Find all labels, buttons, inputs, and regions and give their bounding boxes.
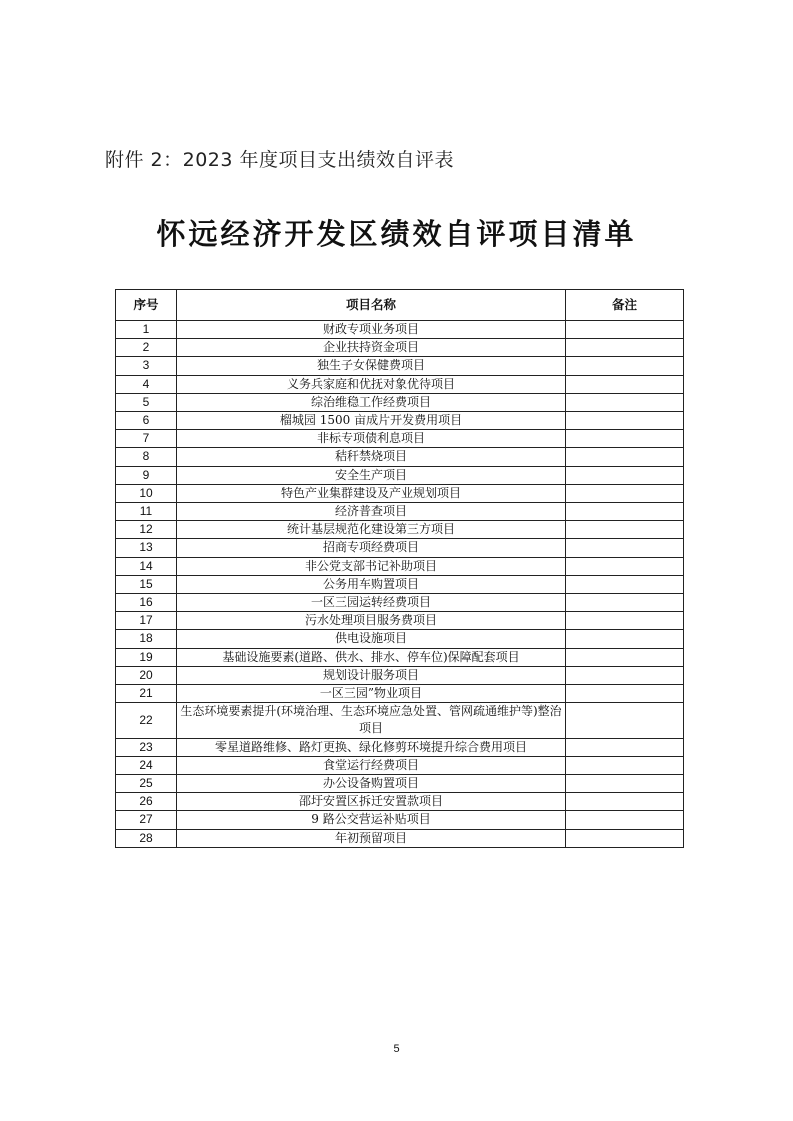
table-row — [116, 521, 684, 539]
table-row — [116, 685, 684, 703]
row-remark-cell — [566, 393, 684, 411]
row-name-cell: 规划设计服务项目 — [177, 666, 566, 684]
table-row — [116, 339, 684, 357]
table-header-row — [116, 290, 684, 321]
row-remark-cell — [566, 503, 684, 521]
row-name-cell: 安全生产项目 — [177, 466, 566, 484]
row-name-cell: 一区三园”物业项目 — [177, 685, 566, 703]
row-remark-cell — [566, 466, 684, 484]
row-remark-cell — [566, 738, 684, 756]
page-number: 5 — [393, 1043, 400, 1055]
row-remark-cell — [566, 612, 684, 630]
row-name-cell: 非标专项债利息项目 — [177, 430, 566, 448]
row-remark-cell — [566, 430, 684, 448]
header-remark: 备注 — [566, 290, 684, 321]
row-index-cell: 28 — [116, 829, 177, 847]
row-index-cell: 21 — [116, 685, 177, 703]
row-name-cell: 办公设备购置项目 — [177, 775, 566, 793]
row-remark-cell — [566, 321, 684, 339]
row-index-cell: 5 — [116, 393, 177, 411]
row-name-cell: 生态环境要素提升(环境治理、生态环境应急处置、管网疏通维护等)整治项目 — [177, 703, 566, 738]
row-index-cell: 13 — [116, 539, 177, 557]
row-name-cell: 食堂运行经费项目 — [177, 756, 566, 774]
row-index-cell: 2 — [116, 339, 177, 357]
table-row — [116, 793, 684, 811]
table-body — [116, 321, 684, 848]
row-remark-cell — [566, 339, 684, 357]
row-remark-cell — [566, 685, 684, 703]
row-name-cell: 招商专项经费项目 — [177, 539, 566, 557]
row-index-cell: 27 — [116, 811, 177, 829]
row-name-cell: 非公党支部书记补助项目 — [177, 557, 566, 575]
row-name-cell: 特色产业集群建设及产业规划项目 — [177, 484, 566, 502]
row-name-cell: 秸秆禁烧项目 — [177, 448, 566, 466]
row-name-cell: 公务用车购置项目 — [177, 575, 566, 593]
header-index: 序号 — [116, 290, 177, 321]
row-remark-cell — [566, 648, 684, 666]
table-row — [116, 756, 684, 774]
row-remark-cell — [566, 375, 684, 393]
row-name-cell: 基础设施要素(道路、供水、排水、停车位)保障配套项目 — [177, 648, 566, 666]
page-title: 怀远经济开发区绩效自评项目清单 — [156, 217, 637, 251]
table-row — [116, 539, 684, 557]
row-index-cell: 15 — [116, 575, 177, 593]
table-row — [116, 703, 684, 738]
row-index-cell: 1 — [116, 321, 177, 339]
table-row — [116, 503, 684, 521]
table-row — [116, 357, 684, 375]
table-row — [116, 321, 684, 339]
row-remark-cell — [566, 521, 684, 539]
table-row — [116, 612, 684, 630]
row-name-cell: 经济普查项目 — [177, 503, 566, 521]
row-remark-cell — [566, 793, 684, 811]
row-name-cell: 财政专项业务项目 — [177, 321, 566, 339]
row-index-cell: 7 — [116, 430, 177, 448]
row-name-cell: 年初预留项目 — [177, 829, 566, 847]
table-row — [116, 375, 684, 393]
row-index-cell: 11 — [116, 503, 177, 521]
table-row — [116, 666, 684, 684]
row-name-cell: 9 路公交营运补贴项目 — [177, 811, 566, 829]
row-remark-cell — [566, 557, 684, 575]
row-remark-cell — [566, 666, 684, 684]
row-index-cell: 3 — [116, 357, 177, 375]
row-name-cell: 供电设施项目 — [177, 630, 566, 648]
table-row — [116, 829, 684, 847]
row-index-cell: 16 — [116, 594, 177, 612]
row-remark-cell — [566, 811, 684, 829]
table-row — [116, 466, 684, 484]
table-row — [116, 630, 684, 648]
row-name-cell: 义务兵家庭和优抚对象优待项目 — [177, 375, 566, 393]
table-row — [116, 594, 684, 612]
row-index-cell: 19 — [116, 648, 177, 666]
row-remark-cell — [566, 412, 684, 430]
table-row — [116, 448, 684, 466]
table-row — [116, 393, 684, 411]
row-index-cell: 24 — [116, 756, 177, 774]
row-name-cell: 一区三园运转经费项目 — [177, 594, 566, 612]
row-index-cell: 4 — [116, 375, 177, 393]
row-index-cell: 17 — [116, 612, 177, 630]
row-remark-cell — [566, 756, 684, 774]
table-row — [116, 557, 684, 575]
row-index-cell: 22 — [116, 703, 177, 738]
row-index-cell: 26 — [116, 793, 177, 811]
row-index-cell: 10 — [116, 484, 177, 502]
row-index-cell: 8 — [116, 448, 177, 466]
table-row — [116, 811, 684, 829]
row-index-cell: 18 — [116, 630, 177, 648]
row-name-cell: 污水处理项目服务费项目 — [177, 612, 566, 630]
row-remark-cell — [566, 575, 684, 593]
attachment-label: 附件 2：2023 年度项目支出绩效自评表 — [105, 149, 455, 171]
row-remark-cell — [566, 448, 684, 466]
row-remark-cell — [566, 484, 684, 502]
table-row — [116, 412, 684, 430]
row-remark-cell — [566, 357, 684, 375]
row-remark-cell — [566, 594, 684, 612]
table-row — [116, 575, 684, 593]
row-index-cell: 14 — [116, 557, 177, 575]
row-name-cell: 独生子女保健费项目 — [177, 357, 566, 375]
table-row — [116, 430, 684, 448]
header-name: 项目名称 — [177, 290, 566, 321]
row-remark-cell — [566, 775, 684, 793]
table-row — [116, 484, 684, 502]
row-remark-cell — [566, 703, 684, 738]
table-row — [116, 738, 684, 756]
project-list-table — [115, 289, 684, 848]
row-index-cell: 9 — [116, 466, 177, 484]
row-index-cell: 6 — [116, 412, 177, 430]
row-index-cell: 12 — [116, 521, 177, 539]
row-name-cell: 企业扶持资金项目 — [177, 339, 566, 357]
row-remark-cell — [566, 539, 684, 557]
row-index-cell: 20 — [116, 666, 177, 684]
row-remark-cell — [566, 829, 684, 847]
row-index-cell: 25 — [116, 775, 177, 793]
row-name-cell: 榴城园 1500 亩成片开发费用项目 — [177, 412, 566, 430]
row-name-cell: 综治维稳工作经费项目 — [177, 393, 566, 411]
row-remark-cell — [566, 630, 684, 648]
table-row — [116, 648, 684, 666]
row-index-cell: 23 — [116, 738, 177, 756]
row-name-cell: 统计基层规范化建设第三方项目 — [177, 521, 566, 539]
row-name-cell: 邵圩安置区拆迁安置款项目 — [177, 793, 566, 811]
row-name-cell: 零星道路维修、路灯更换、绿化修剪环境提升综合费用项目 — [177, 738, 566, 756]
table-row — [116, 775, 684, 793]
